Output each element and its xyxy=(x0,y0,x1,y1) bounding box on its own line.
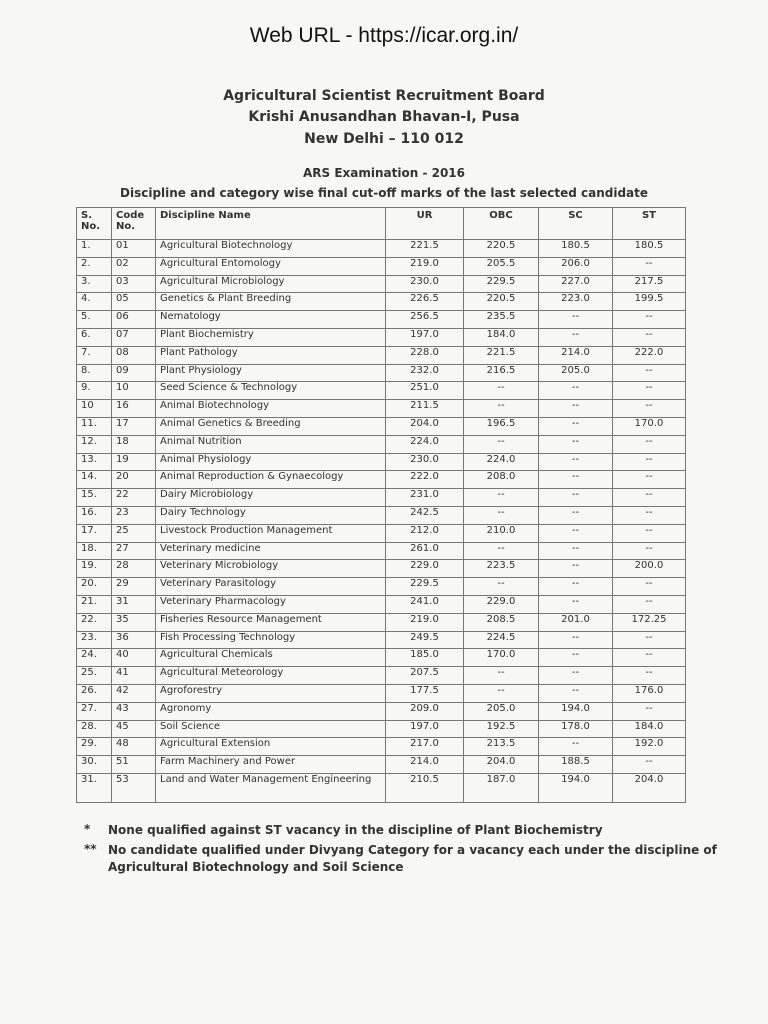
cell-st: -- xyxy=(613,649,686,667)
cell-sc: -- xyxy=(539,738,613,756)
cell-code: 48 xyxy=(112,738,156,756)
cell-st: -- xyxy=(613,364,686,382)
cell-sno: 8. xyxy=(77,364,112,382)
cell-discipline: Animal Physiology xyxy=(156,453,386,471)
cell-ur: 211.5 xyxy=(386,400,464,418)
footnotes xyxy=(84,822,724,879)
cell-sno: 13. xyxy=(77,453,112,471)
cell-st: 172.25 xyxy=(613,613,686,631)
cell-ur: 229.0 xyxy=(386,560,464,578)
cell-discipline: Veterinary medicine xyxy=(156,542,386,560)
cell-discipline: Agricultural Entomology xyxy=(156,257,386,275)
cell-st: -- xyxy=(613,756,686,774)
table-row xyxy=(77,649,686,667)
cell-obc: -- xyxy=(464,684,539,702)
cell-obc: -- xyxy=(464,578,539,596)
cell-ur: 224.0 xyxy=(386,435,464,453)
cell-sno: 31. xyxy=(77,773,112,802)
cell-sc: 201.0 xyxy=(539,613,613,631)
table-row xyxy=(77,240,686,258)
cell-discipline: Animal Biotechnology xyxy=(156,400,386,418)
table-row xyxy=(77,364,686,382)
cell-sc: -- xyxy=(539,524,613,542)
table-row xyxy=(77,613,686,631)
cell-discipline: Plant Biochemistry xyxy=(156,328,386,346)
footnote-text: No candidate qualified under Divyang Category for a vacancy each under the discipline of Agricultural Biotechnology and Soil Science xyxy=(108,843,717,874)
cell-discipline: Agronomy xyxy=(156,702,386,720)
web-url: Web URL - https://icar.org.in/ xyxy=(249,24,519,47)
table-row xyxy=(77,293,686,311)
table-row xyxy=(77,311,686,329)
cell-code: 41 xyxy=(112,667,156,685)
table-row xyxy=(77,773,686,802)
footnote xyxy=(84,822,724,839)
cell-obc: 213.5 xyxy=(464,738,539,756)
cell-ur: 251.0 xyxy=(386,382,464,400)
cell-code: 02 xyxy=(112,257,156,275)
cell-ur: 197.0 xyxy=(386,328,464,346)
cell-discipline: Veterinary Microbiology xyxy=(156,560,386,578)
table-row xyxy=(77,489,686,507)
cell-sc: 188.5 xyxy=(539,756,613,774)
table-row xyxy=(77,435,686,453)
table-row xyxy=(77,400,686,418)
cell-st: -- xyxy=(613,257,686,275)
cell-discipline: Agricultural Meteorology xyxy=(156,667,386,685)
cell-sc: -- xyxy=(539,631,613,649)
cell-discipline: Veterinary Pharmacology xyxy=(156,595,386,613)
footnote xyxy=(84,842,724,876)
cell-sc: -- xyxy=(539,489,613,507)
cell-ur: 232.0 xyxy=(386,364,464,382)
cell-sc: 214.0 xyxy=(539,346,613,364)
cell-sc: -- xyxy=(539,471,613,489)
table-row xyxy=(77,275,686,293)
table-row xyxy=(77,720,686,738)
cell-sc: 180.5 xyxy=(539,240,613,258)
cell-st: 200.0 xyxy=(613,560,686,578)
cell-ur: 261.0 xyxy=(386,542,464,560)
cell-discipline: Dairy Microbiology xyxy=(156,489,386,507)
cell-sno: 17. xyxy=(77,524,112,542)
cell-obc: -- xyxy=(464,400,539,418)
cell-ur: 229.5 xyxy=(386,578,464,596)
cell-obc: 224.5 xyxy=(464,631,539,649)
cell-sno: 23. xyxy=(77,631,112,649)
cell-sc: -- xyxy=(539,311,613,329)
cell-obc: -- xyxy=(464,506,539,524)
cell-code: 03 xyxy=(112,275,156,293)
cell-st: 180.5 xyxy=(613,240,686,258)
table-row xyxy=(77,756,686,774)
cell-ur: 226.5 xyxy=(386,293,464,311)
cell-obc: -- xyxy=(464,667,539,685)
cell-ur: 242.5 xyxy=(386,506,464,524)
cell-sno: 26. xyxy=(77,684,112,702)
cell-st: 184.0 xyxy=(613,720,686,738)
cell-sc: -- xyxy=(539,595,613,613)
cell-st: -- xyxy=(613,578,686,596)
cell-discipline: Genetics & Plant Breeding xyxy=(156,293,386,311)
cell-st: -- xyxy=(613,506,686,524)
table-row xyxy=(77,328,686,346)
cell-ur: 221.5 xyxy=(386,240,464,258)
cell-discipline: Soil Science xyxy=(156,720,386,738)
cell-ur: 185.0 xyxy=(386,649,464,667)
cell-code: 42 xyxy=(112,684,156,702)
org-address-line2: New Delhi – 110 012 xyxy=(304,131,464,147)
cell-code: 20 xyxy=(112,471,156,489)
cell-sc: 227.0 xyxy=(539,275,613,293)
cell-discipline: Agroforestry xyxy=(156,684,386,702)
cell-st: -- xyxy=(613,471,686,489)
col-header-sc: SC xyxy=(539,208,613,240)
cell-ur: 219.0 xyxy=(386,613,464,631)
cell-obc: 184.0 xyxy=(464,328,539,346)
cell-obc: 170.0 xyxy=(464,649,539,667)
cell-code: 07 xyxy=(112,328,156,346)
col-header-ur: UR xyxy=(386,208,464,240)
cell-ur: 204.0 xyxy=(386,417,464,435)
cell-ur: 249.5 xyxy=(386,631,464,649)
cell-discipline: Animal Reproduction & Gynaecology xyxy=(156,471,386,489)
cell-sno: 6. xyxy=(77,328,112,346)
org-address-line1: Krishi Anusandhan Bhavan-I, Pusa xyxy=(248,109,520,125)
cell-code: 29 xyxy=(112,578,156,596)
cell-sno: 10 xyxy=(77,400,112,418)
cell-sc: 178.0 xyxy=(539,720,613,738)
cell-obc: 208.5 xyxy=(464,613,539,631)
cell-st: -- xyxy=(613,667,686,685)
cell-ur: 241.0 xyxy=(386,595,464,613)
cell-discipline: Animal Nutrition xyxy=(156,435,386,453)
cell-ur: 177.5 xyxy=(386,684,464,702)
cell-ur: 212.0 xyxy=(386,524,464,542)
cell-sno: 30. xyxy=(77,756,112,774)
cell-obc: 208.0 xyxy=(464,471,539,489)
cell-code: 23 xyxy=(112,506,156,524)
cell-sc: 194.0 xyxy=(539,773,613,802)
cell-ur: 207.5 xyxy=(386,667,464,685)
cell-code: 09 xyxy=(112,364,156,382)
table-row xyxy=(77,560,686,578)
cell-sc: -- xyxy=(539,667,613,685)
table-row xyxy=(77,684,686,702)
cell-st: -- xyxy=(613,702,686,720)
cell-code: 19 xyxy=(112,453,156,471)
cell-discipline: Seed Science & Technology xyxy=(156,382,386,400)
table-row xyxy=(77,667,686,685)
cell-discipline: Animal Genetics & Breeding xyxy=(156,417,386,435)
cell-sc: -- xyxy=(539,542,613,560)
table-row xyxy=(77,257,686,275)
cell-obc: 229.0 xyxy=(464,595,539,613)
cell-sc: 223.0 xyxy=(539,293,613,311)
cell-sno: 20. xyxy=(77,578,112,596)
col-header-code: Code No. xyxy=(112,208,156,240)
cell-discipline: Land and Water Management Engineering xyxy=(156,773,386,802)
table-row xyxy=(77,524,686,542)
table-row xyxy=(77,471,686,489)
table-row xyxy=(77,346,686,364)
cell-st: -- xyxy=(613,400,686,418)
cell-obc: -- xyxy=(464,382,539,400)
table-header-row xyxy=(77,208,686,240)
cell-st: 192.0 xyxy=(613,738,686,756)
cell-sno: 21. xyxy=(77,595,112,613)
cell-sc: -- xyxy=(539,400,613,418)
footnote-marker: ** xyxy=(84,842,97,856)
cell-code: 45 xyxy=(112,720,156,738)
cell-sno: 9. xyxy=(77,382,112,400)
cell-obc: 196.5 xyxy=(464,417,539,435)
cell-st: -- xyxy=(613,631,686,649)
cell-discipline: Plant Pathology xyxy=(156,346,386,364)
cell-obc: -- xyxy=(464,435,539,453)
cell-sc: -- xyxy=(539,649,613,667)
cell-ur: 222.0 xyxy=(386,471,464,489)
cell-obc: 223.5 xyxy=(464,560,539,578)
cell-ur: 231.0 xyxy=(386,489,464,507)
cell-st: 176.0 xyxy=(613,684,686,702)
cell-code: 27 xyxy=(112,542,156,560)
cell-sno: 7. xyxy=(77,346,112,364)
cell-ur: 230.0 xyxy=(386,453,464,471)
cell-ur: 256.5 xyxy=(386,311,464,329)
cell-sc: -- xyxy=(539,578,613,596)
cell-obc: 220.5 xyxy=(464,240,539,258)
cell-st: -- xyxy=(613,453,686,471)
cell-code: 05 xyxy=(112,293,156,311)
cell-st: -- xyxy=(613,542,686,560)
cell-sc: 205.0 xyxy=(539,364,613,382)
document-subtitle: Discipline and category wise final cut-off marks of the last selected candidate xyxy=(120,186,648,200)
cell-obc: 216.5 xyxy=(464,364,539,382)
table-row xyxy=(77,417,686,435)
table-row xyxy=(77,631,686,649)
cell-st: -- xyxy=(613,435,686,453)
cell-obc: 187.0 xyxy=(464,773,539,802)
cell-code: 35 xyxy=(112,613,156,631)
table-row xyxy=(77,578,686,596)
col-header-st: ST xyxy=(613,208,686,240)
cell-obc: -- xyxy=(464,489,539,507)
cell-sno: 11. xyxy=(77,417,112,435)
cell-sno: 4. xyxy=(77,293,112,311)
cell-ur: 217.0 xyxy=(386,738,464,756)
cell-ur: 219.0 xyxy=(386,257,464,275)
cell-code: 17 xyxy=(112,417,156,435)
cell-sc: 206.0 xyxy=(539,257,613,275)
col-header-sno: S. No. xyxy=(77,208,112,240)
cell-ur: 197.0 xyxy=(386,720,464,738)
cell-st: -- xyxy=(613,595,686,613)
cell-sno: 14. xyxy=(77,471,112,489)
cell-sno: 18. xyxy=(77,542,112,560)
cell-obc: 210.0 xyxy=(464,524,539,542)
cell-sno: 15. xyxy=(77,489,112,507)
cell-discipline: Agricultural Chemicals xyxy=(156,649,386,667)
cell-sno: 27. xyxy=(77,702,112,720)
footnote-marker: * xyxy=(84,822,91,836)
cell-sno: 28. xyxy=(77,720,112,738)
cell-sno: 1. xyxy=(77,240,112,258)
cutoff-table xyxy=(76,207,686,803)
cell-obc: 229.5 xyxy=(464,275,539,293)
cell-obc: 235.5 xyxy=(464,311,539,329)
cell-st: -- xyxy=(613,489,686,507)
cell-discipline: Agricultural Biotechnology xyxy=(156,240,386,258)
table-row xyxy=(77,595,686,613)
cell-sc: -- xyxy=(539,684,613,702)
cell-sc: -- xyxy=(539,417,613,435)
cell-st: -- xyxy=(613,382,686,400)
cell-st: -- xyxy=(613,524,686,542)
cell-discipline: Plant Physiology xyxy=(156,364,386,382)
table-row xyxy=(77,542,686,560)
cell-code: 28 xyxy=(112,560,156,578)
cell-sc: 194.0 xyxy=(539,702,613,720)
cell-code: 01 xyxy=(112,240,156,258)
cell-code: 25 xyxy=(112,524,156,542)
cell-code: 43 xyxy=(112,702,156,720)
cell-discipline: Veterinary Parasitology xyxy=(156,578,386,596)
cell-ur: 209.0 xyxy=(386,702,464,720)
cell-st: 217.5 xyxy=(613,275,686,293)
cell-discipline: Farm Machinery and Power xyxy=(156,756,386,774)
table-row xyxy=(77,506,686,524)
cell-code: 18 xyxy=(112,435,156,453)
cell-code: 53 xyxy=(112,773,156,802)
cell-code: 08 xyxy=(112,346,156,364)
cell-st: -- xyxy=(613,311,686,329)
cell-sc: -- xyxy=(539,435,613,453)
cell-discipline: Nematology xyxy=(156,311,386,329)
cell-sno: 12. xyxy=(77,435,112,453)
cell-sc: -- xyxy=(539,560,613,578)
cell-sno: 5. xyxy=(77,311,112,329)
cell-discipline: Agricultural Extension xyxy=(156,738,386,756)
cell-ur: 230.0 xyxy=(386,275,464,293)
cell-discipline: Fish Processing Technology xyxy=(156,631,386,649)
cell-obc: 192.5 xyxy=(464,720,539,738)
cell-discipline: Fisheries Resource Management xyxy=(156,613,386,631)
cell-obc: 220.5 xyxy=(464,293,539,311)
cell-st: 199.5 xyxy=(613,293,686,311)
cell-sno: 25. xyxy=(77,667,112,685)
cell-sc: -- xyxy=(539,453,613,471)
cell-discipline: Dairy Technology xyxy=(156,506,386,524)
cell-discipline: Agricultural Microbiology xyxy=(156,275,386,293)
cell-obc: 205.5 xyxy=(464,257,539,275)
cell-sno: 16. xyxy=(77,506,112,524)
cell-sc: -- xyxy=(539,506,613,524)
cell-ur: 210.5 xyxy=(386,773,464,802)
table-row xyxy=(77,702,686,720)
cell-sc: -- xyxy=(539,328,613,346)
cell-st: 170.0 xyxy=(613,417,686,435)
cell-obc: 224.0 xyxy=(464,453,539,471)
cell-code: 10 xyxy=(112,382,156,400)
cell-code: 40 xyxy=(112,649,156,667)
cell-obc: 205.0 xyxy=(464,702,539,720)
table-row xyxy=(77,453,686,471)
cell-code: 51 xyxy=(112,756,156,774)
org-title: Agricultural Scientist Recruitment Board xyxy=(223,88,545,104)
table-row xyxy=(77,738,686,756)
col-header-discipline: Discipline Name xyxy=(156,208,386,240)
col-header-obc: OBC xyxy=(464,208,539,240)
cell-st: 204.0 xyxy=(613,773,686,802)
footnote-text: None qualified against ST vacancy in the discipline of Plant Biochemistry xyxy=(108,823,603,837)
cell-sc: -- xyxy=(539,382,613,400)
cell-obc: 221.5 xyxy=(464,346,539,364)
cell-discipline: Livestock Production Management xyxy=(156,524,386,542)
cell-sno: 22. xyxy=(77,613,112,631)
cell-sno: 29. xyxy=(77,738,112,756)
cell-ur: 228.0 xyxy=(386,346,464,364)
cell-sno: 2. xyxy=(77,257,112,275)
cell-st: -- xyxy=(613,328,686,346)
cell-code: 31 xyxy=(112,595,156,613)
table-row xyxy=(77,382,686,400)
cell-code: 06 xyxy=(112,311,156,329)
exam-title: ARS Examination - 2016 xyxy=(302,166,465,180)
cell-code: 22 xyxy=(112,489,156,507)
cell-sno: 3. xyxy=(77,275,112,293)
cell-sno: 24. xyxy=(77,649,112,667)
cell-obc: 204.0 xyxy=(464,756,539,774)
cell-code: 36 xyxy=(112,631,156,649)
cell-sno: 19. xyxy=(77,560,112,578)
cell-ur: 214.0 xyxy=(386,756,464,774)
cell-obc: -- xyxy=(464,542,539,560)
cell-code: 16 xyxy=(112,400,156,418)
cell-st: 222.0 xyxy=(613,346,686,364)
